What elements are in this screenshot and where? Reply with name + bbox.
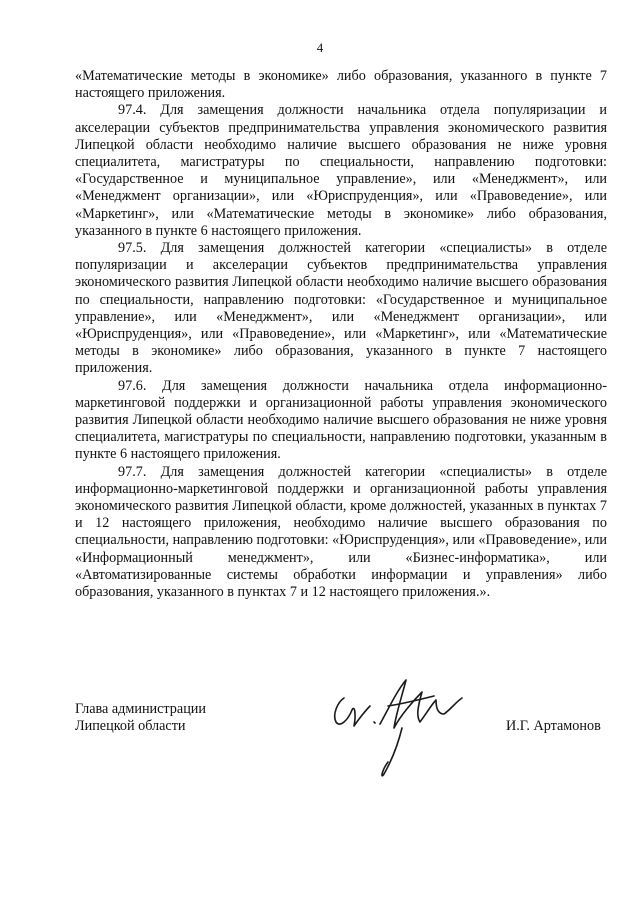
paragraph-97-7: 97.7. Для замещения должностей категории «специалисты» в отделе информационно-маркетинговой поддержки и организационной работы управления экономического развития Липецкой области, кроме должностей, указанных в пунктах 7 и 12 настоящего приложения, необходимо наличие высшего образования по специальности, направлению подготовки: «Юриспруденция», или «Правоведение», или «Информационный менеджмент», или «Бизнес-информатика», или «Автоматизированные системы обработки информации и управления» либо образования, указанного в пунктах 7 и 12 настоящего приложения.».	[75, 463, 607, 601]
signer-name: И.Г. Артамонов	[506, 718, 601, 734]
signer-title-line2: Липецкой области	[75, 718, 186, 735]
signature-stroke-dot	[374, 722, 375, 723]
paragraph-97-6: 97.6. Для замещения должности начальника отдела информационно-маркетинговой поддержки и организационной работы управления экономического развития Липецкой области необходимо наличие высшего образования не ниже уровня специалитета, магистратуры по специальности, направлению подготовки, указанным в пункте 6 настоящего приложения.	[75, 377, 607, 463]
signer-title	[75, 701, 206, 735]
signature-stroke-initial	[335, 698, 370, 726]
handwritten-signature	[322, 670, 492, 790]
document-body	[75, 68, 607, 601]
signer-title-line1: Глава администрации	[75, 701, 206, 717]
signature-stroke-main	[380, 680, 462, 728]
paragraph-97-5: 97.5. Для замещения должностей категории «специалисты» в отделе популяризации и акселерации субъектов предпринимательства управления экономического развития Липецкой области необходимо наличие высшего образования по специальности, направлению подготовки: «Государственное и муниципальное управление», или «Менеджмент», или «Менеджмент организации», или «Юриспруденция», или «Правоведение», или «Маркетинг», или «Математические методы в экономике» либо образования, указанного в пункте 7 настоящего приложения.	[75, 240, 607, 377]
signature-stroke-tail	[382, 728, 402, 776]
page-number: 4	[316, 40, 324, 55]
paragraph-continuation: «Математические методы в экономике» либо образования, указанного в пункте 7 настоящего приложения.	[75, 68, 607, 102]
paragraph-97-4: 97.4. Для замещения должности начальника отдела популяризации и акселерации субъектов предпринимательства управления экономического развития Липецкой области необходимо наличие высшего образования не ниже уровня специалитета, магистратуры по специальности, направлению подготовки: «Государственное и муниципальное управление», или «Менеджмент», или «Менеджмент организации», или «Юриспруденция», или «Правоведение», или «Маркетинг», или «Математические методы в экономике» либо образования, указанного в пункте 6 настоящего приложения.	[75, 102, 607, 239]
